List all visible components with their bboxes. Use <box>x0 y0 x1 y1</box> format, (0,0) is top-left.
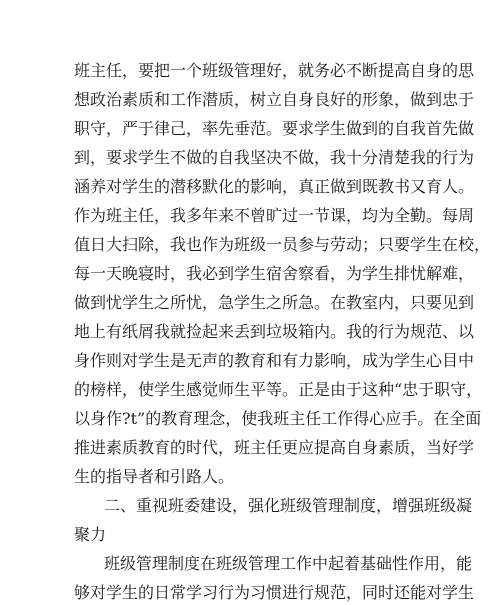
section-heading-line-1: 二、重视班委建设，强化班级管理制度，增强班级凝 <box>104 496 473 515</box>
text-line-11: 身作则对学生是无声的教育和有力影响，成为学生心目中 <box>74 351 475 370</box>
text-line-19: 够对学生的日常学习行为习惯进行规范，同时还能对学生 <box>74 583 475 602</box>
text-line-10: 地上有纸屑我就捡起来丢到垃圾箱内。我的行为规范、以 <box>74 322 475 341</box>
text-line-13: 以身作?t”的教育理念，使我班主任工作得心应手。在全面 <box>74 409 482 428</box>
text-line-15: 生的指导者和引路人。 <box>74 467 235 486</box>
text-line-2: 想政治素质和工作潜质，树立自身良好的形象，做到忠于 <box>74 90 475 109</box>
text-line-18: 班级管理制度在班级管理工作中起着基础性作用，能 <box>104 554 473 573</box>
text-line-8: 每一天晚寝时，我必到学生宿舍察看，为学生排忧解难， <box>74 264 475 283</box>
text-line-14: 推进素质教育的时代，班主任更应提高自身素质，当好学 <box>74 438 475 457</box>
text-line-5: 涵养对学生的潜移默化的影响，真正做到既教书又育人。 <box>74 177 475 196</box>
text-line-9: 做到忧学生之所忧，急学生之所急。在教室内，只要见到 <box>74 293 475 312</box>
text-line-7: 值日大扫除，我也作为班级一员参与劳动；只要学生在校， <box>74 235 491 254</box>
text-line-12: 的榜样，使学生感觉师生平等。正是由于这种“忠于职守， <box>74 380 483 399</box>
text-line-3: 职守，严于律己，率先垂范。要求学生做到的自我首先做 <box>74 119 475 138</box>
section-heading-line-2: 聚力 <box>74 525 107 544</box>
text-line-6: 作为班主任，我多年来不曾旷过一节课，均为全勤。每周 <box>74 206 475 225</box>
text-line-1: 班主任，要把一个班级管理好，就务必不断提高自身的思 <box>74 61 475 80</box>
text-line-4: 到，要求学生不做的自我坚决不做，我十分清楚我的行为 <box>74 148 475 167</box>
